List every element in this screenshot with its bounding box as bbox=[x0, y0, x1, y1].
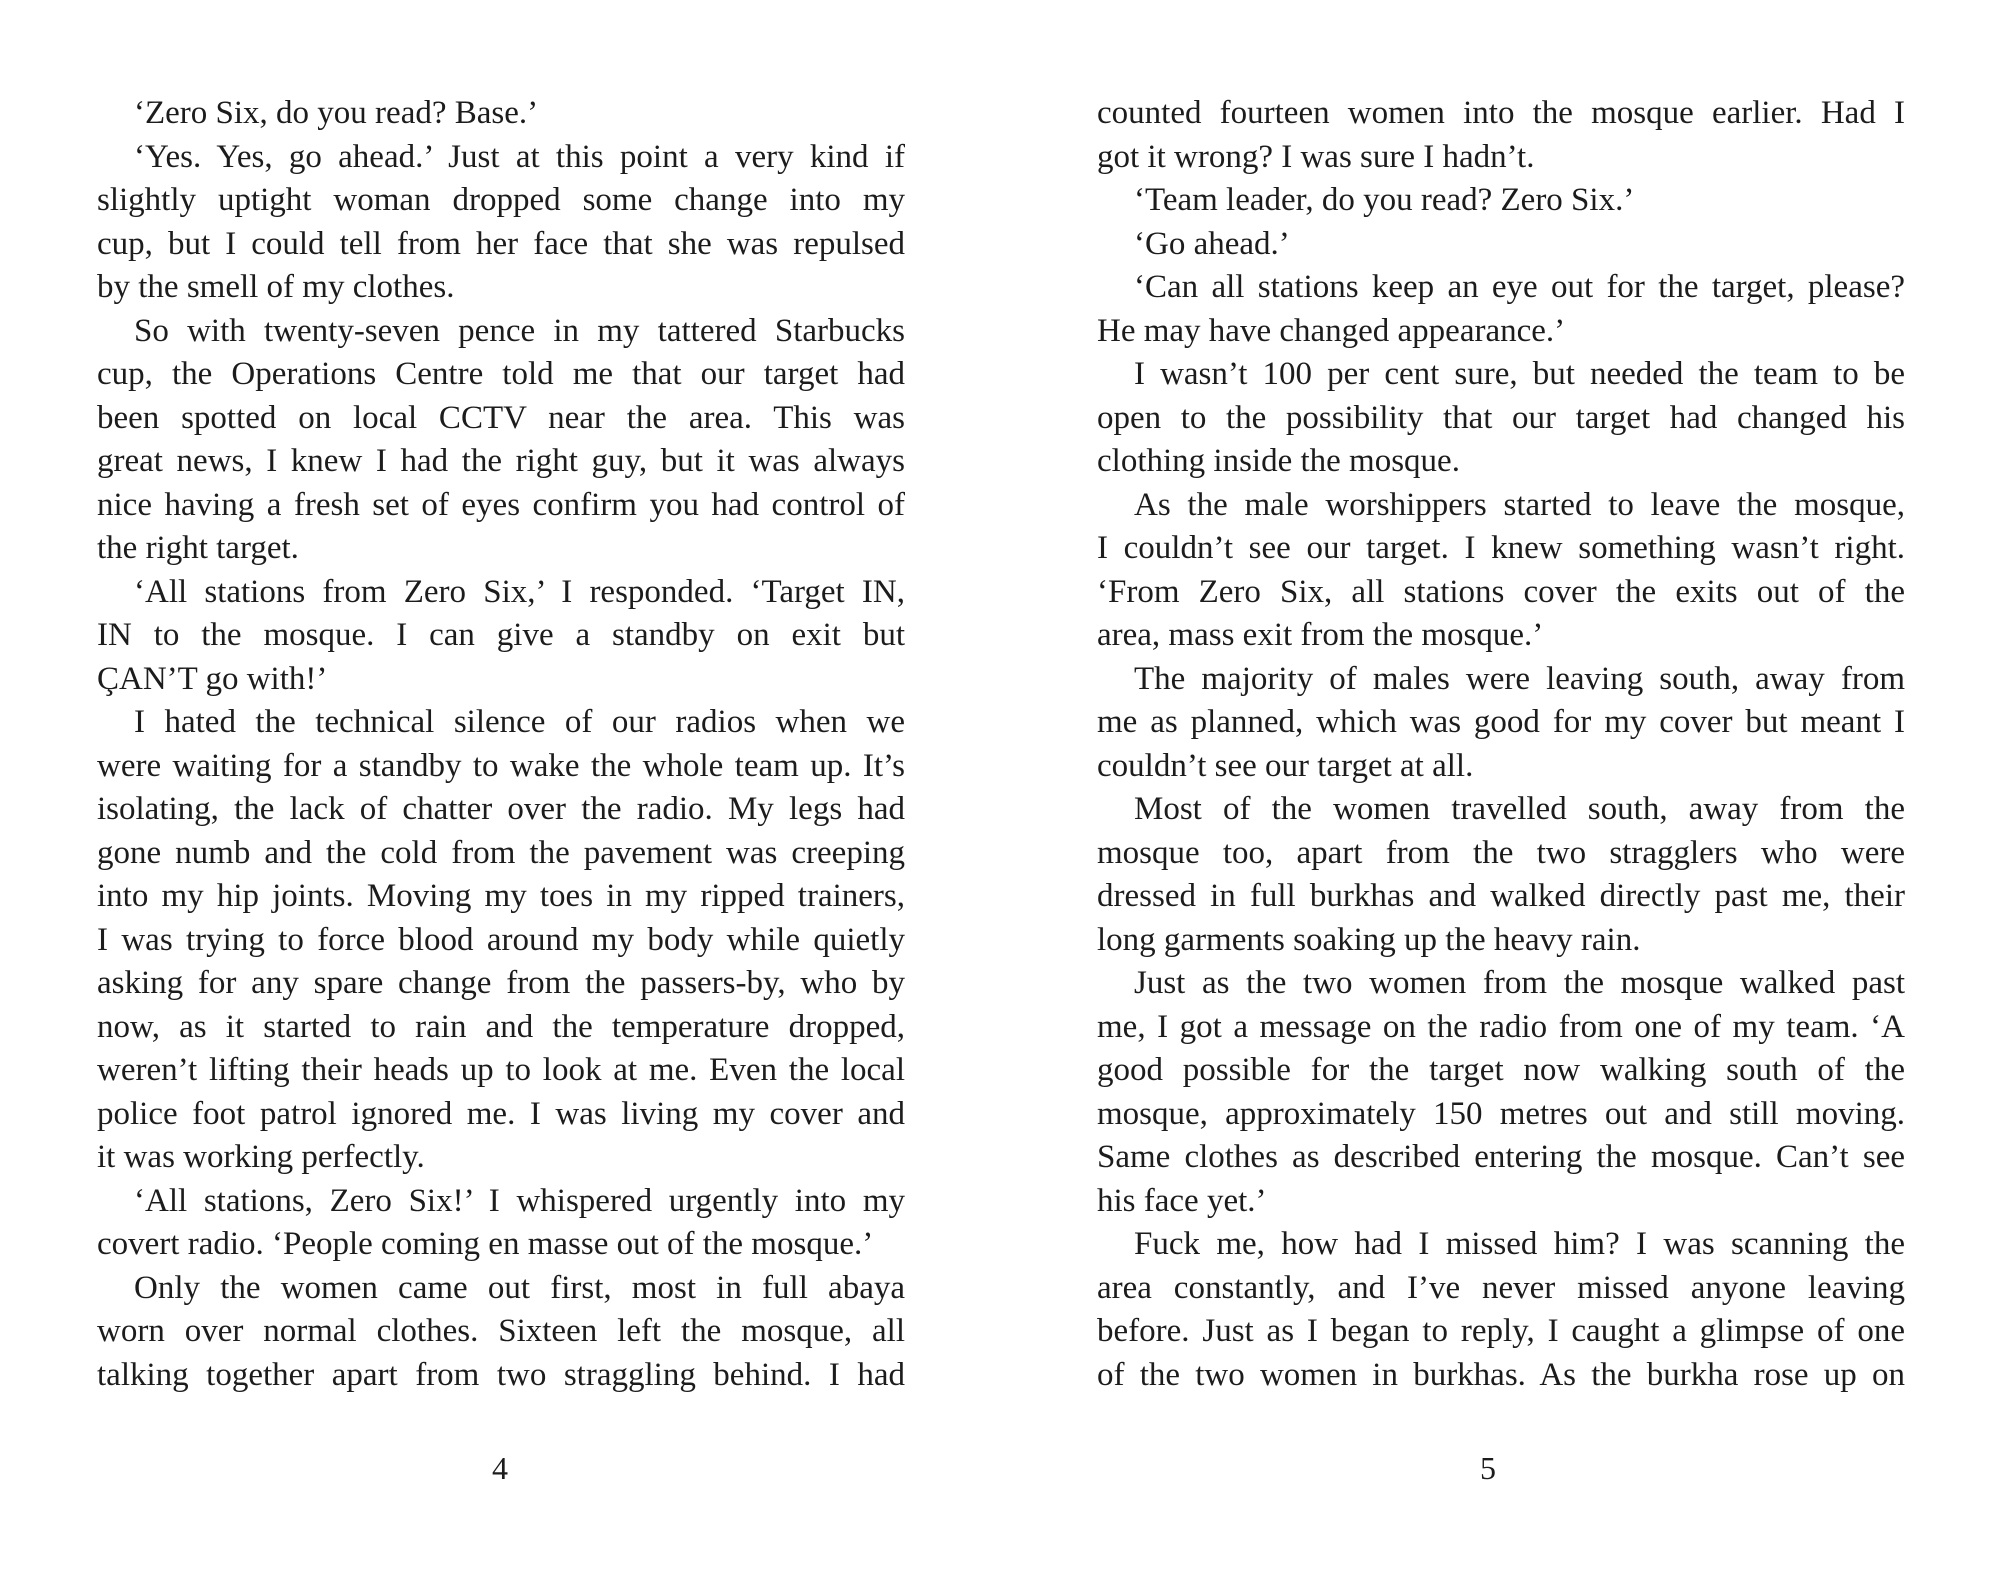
text-line: cup, the Operations Centre told me that our target had bbox=[97, 356, 905, 392]
text-line: ‘Zero Six, do you read? Base.’ bbox=[134, 95, 539, 131]
text-line: ‘Yes. Yes, go ahead.’ Just at this point a very kind if bbox=[134, 138, 905, 175]
text-line: been spotted on local CCTV near the area. This was bbox=[97, 399, 905, 436]
text-line: before. Just as I began to reply, I caught a glimpse of one bbox=[1097, 1313, 1905, 1349]
text-line: I hated the technical silence of our radios when we bbox=[134, 704, 905, 740]
page-number-left: 4 bbox=[492, 1450, 508, 1486]
text-line: now, as it started to rain and the temperature dropped, bbox=[97, 1008, 905, 1045]
text-line: He may have changed appearance.’ bbox=[1097, 312, 1566, 349]
text-line: by the smell of my clothes. bbox=[97, 269, 455, 305]
text-line: I was trying to force blood around my body while quietly bbox=[97, 921, 905, 958]
text-line: Same clothes as described entering the mosque. Can’t see bbox=[1097, 1139, 1905, 1175]
text-line: ‘All stations from Zero Six,’ I responded. ‘Target IN, bbox=[134, 573, 905, 610]
text-line: mosque, approximately 150 metres out and still moving. bbox=[1097, 1095, 1905, 1132]
text-line: got it wrong? I was sure I hadn’t. bbox=[1097, 138, 1535, 175]
left-page-text bbox=[97, 92, 905, 1397]
text-line: clothing inside the mosque. bbox=[1097, 443, 1460, 479]
text-line: ‘Go ahead.’ bbox=[1134, 225, 1290, 262]
text-line: worn over normal clothes. Sixteen left the mosque, all bbox=[97, 1313, 905, 1349]
text-line: good possible for the target now walking south of the bbox=[1097, 1052, 1905, 1088]
text-line: isolating, the lack of chatter over the radio. My legs had bbox=[97, 791, 905, 827]
text-line: me as planned, which was good for my cover but meant I bbox=[1097, 704, 1905, 740]
text-line: I wasn’t 100 per cent sure, but needed the team to be bbox=[1134, 356, 1905, 392]
text-line: talking together apart from two straggling behind. I had bbox=[97, 1356, 905, 1393]
text-line: ‘All stations, Zero Six!’ I whispered urgently into my bbox=[134, 1182, 905, 1219]
text-line: As the male worshippers started to leave the mosque, bbox=[1134, 486, 1905, 523]
text-line: the right target. bbox=[97, 530, 299, 566]
text-line: were waiting for a standby to wake the whole team up. It’s bbox=[97, 747, 905, 784]
text-line: area, mass exit from the mosque.’ bbox=[1097, 617, 1544, 653]
text-line: slightly uptight woman dropped some change into my bbox=[97, 182, 905, 218]
text-line: Fuck me, how had I missed him? I was scanning the bbox=[1134, 1226, 1905, 1262]
text-line: great news, I knew I had the right guy, but it was always bbox=[97, 443, 905, 479]
text-line: dressed in full burkhas and walked directly past me, their bbox=[1097, 878, 1905, 914]
text-line: his face yet.’ bbox=[1097, 1182, 1267, 1219]
text-line: ‘Can all stations keep an eye out for the target, please? bbox=[1134, 269, 1905, 305]
text-line: asking for any spare change from the passers-by, who by bbox=[97, 965, 905, 1001]
text-line: counted fourteen women into the mosque earlier. Had I bbox=[1097, 95, 1905, 131]
text-line: I couldn’t see our target. I knew something wasn’t right. bbox=[1097, 530, 1905, 566]
text-line: IN to the mosque. I can give a standby on exit but bbox=[97, 617, 905, 653]
text-line: weren’t lifting their heads up to look at me. Even the local bbox=[97, 1052, 905, 1088]
text-line: covert radio. ‘People coming en masse out of the mosque.’ bbox=[97, 1226, 874, 1262]
text-line: into my hip joints. Moving my toes in my ripped trainers, bbox=[97, 878, 905, 914]
text-line: open to the possibility that our target had changed his bbox=[1097, 399, 1905, 436]
text-line: gone numb and the cold from the pavement was creeping bbox=[97, 834, 905, 871]
text-line: mosque too, apart from the two stragglers who were bbox=[1097, 834, 1905, 871]
text-line: So with twenty-seven pence in my tattered Starbucks bbox=[134, 312, 905, 349]
text-line: long garments soaking up the heavy rain. bbox=[1097, 921, 1641, 958]
text-line: area constantly, and I’ve never missed anyone leaving bbox=[1097, 1269, 1905, 1306]
right-page-text bbox=[1097, 92, 1905, 1397]
text-line: ‘Team leader, do you read? Zero Six.’ bbox=[1134, 182, 1635, 218]
text-line: cup, but I could tell from her face that she was repulsed bbox=[97, 225, 905, 262]
text-line: ÇAN’T go with!’ bbox=[97, 660, 328, 697]
text-line: it was working perfectly. bbox=[97, 1139, 425, 1175]
text-line: couldn’t see our target at all. bbox=[1097, 747, 1474, 784]
text-line: The majority of males were leaving south, away from bbox=[1134, 660, 1905, 697]
text-line: nice having a fresh set of eyes confirm you had control of bbox=[97, 486, 905, 523]
page-number-right: 5 bbox=[1480, 1450, 1496, 1486]
text-line: Just as the two women from the mosque walked past bbox=[1134, 965, 1905, 1001]
text-line: Only the women came out first, most in full abaya bbox=[134, 1269, 905, 1306]
text-line: ‘From Zero Six, all stations cover the exits out of the bbox=[1097, 573, 1905, 610]
text-line: Most of the women travelled south, away from the bbox=[1134, 791, 1905, 827]
text-line: of the two women in burkhas. As the burkha rose up on bbox=[1097, 1356, 1905, 1393]
text-line: me, I got a message on the radio from one of my team. ‘A bbox=[1097, 1008, 1905, 1045]
text-line: police foot patrol ignored me. I was living my cover and bbox=[97, 1095, 905, 1132]
